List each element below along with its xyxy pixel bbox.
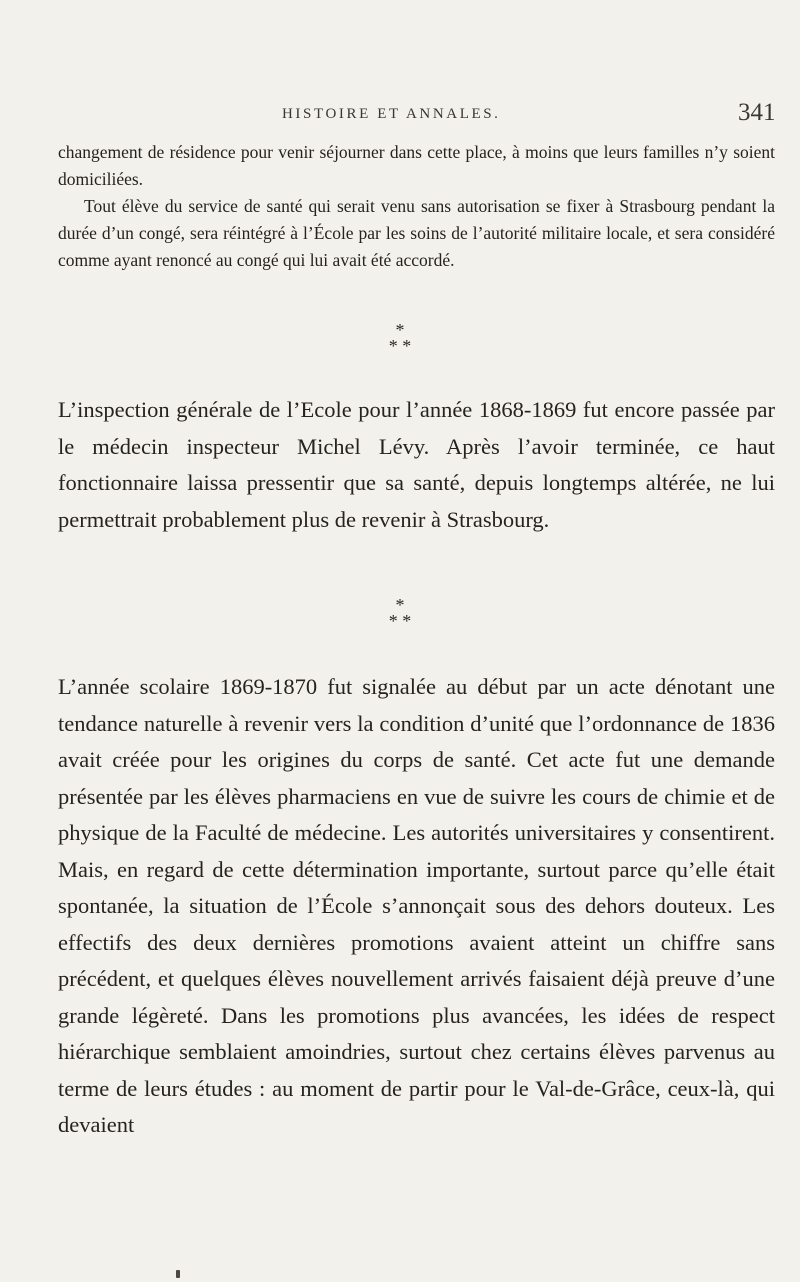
paragraph-leave-rule: Tout élève du service de santé qui serait venu sans autorisation se fixer à Strasbourg pendant la durée d’un congé, sera réintégré à l’École par les soins de l’autorité militaire locale, et sera considéré comme ayant renoncé au congé qui lui avait été accordé.: [58, 196, 775, 270]
text-section-regulation: [58, 139, 775, 274]
page-number: 341: [738, 99, 776, 126]
paragraph-residence: changement de résidence pour venir séjourner dans cette place, à moins que leurs familles n’y soient domiciliées.: [58, 142, 775, 189]
text-section-school-year: [58, 669, 775, 1144]
section-separator: [0, 597, 800, 629]
running-head: [0, 99, 800, 134]
text-section-inspection: [58, 392, 775, 538]
separator-top-star: *: [395, 595, 405, 615]
paragraph-inspection: L’inspection générale de l’Ecole pour l’année 1868-1869 fut encore passée par le médecin inspecteur Michel Lévy. Après l’avoir terminée, ce haut fonctionnaire laissa pressentir que sa santé, depuis longtemps altérée, ne lui permettrait probablement plus de revenir à Strasbourg.: [58, 397, 775, 532]
section-separator: [0, 322, 800, 354]
paragraph-school-year: L’année scolaire 1869-1870 fut signalée au début par un acte dénotant une tendance naturelle à revenir vers la condition d’unité que l’ordonnance de 1836 avait créée pour les origines du corps de santé. Cet acte fut une demande présentée par les élèves pharmaciens en vue de suivre les cours de chimie et de physique de la Faculté de médecine. Les autorités universitaires y consentirent. Mais, en regard de cette détermination importante, surtout parce qu’elle était spontanée, la situation de l’École s’annonçait sous des dehors douteux. Les effectifs des deux dernières promotions avaient atteint un chiffre sans précédent, et quelques élèves nouvellement arrivés faisaient déjà preuve d’une grande légèreté. Dans les promotions plus avancées, les idées de respect hiérarchique semblaient amoindries, surtout chez certains élèves parvenus au terme de leurs études : au moment de partir pour le Val-de-Grâce, ceux-là, qui devaient: [58, 674, 775, 1137]
print-mark: [176, 1270, 180, 1278]
running-title: HISTOIRE ET ANNALES.: [282, 106, 501, 122]
separator-bottom-stars: * *: [388, 611, 412, 631]
separator-top-star: *: [395, 320, 405, 340]
separator-bottom-stars: * *: [388, 336, 412, 356]
